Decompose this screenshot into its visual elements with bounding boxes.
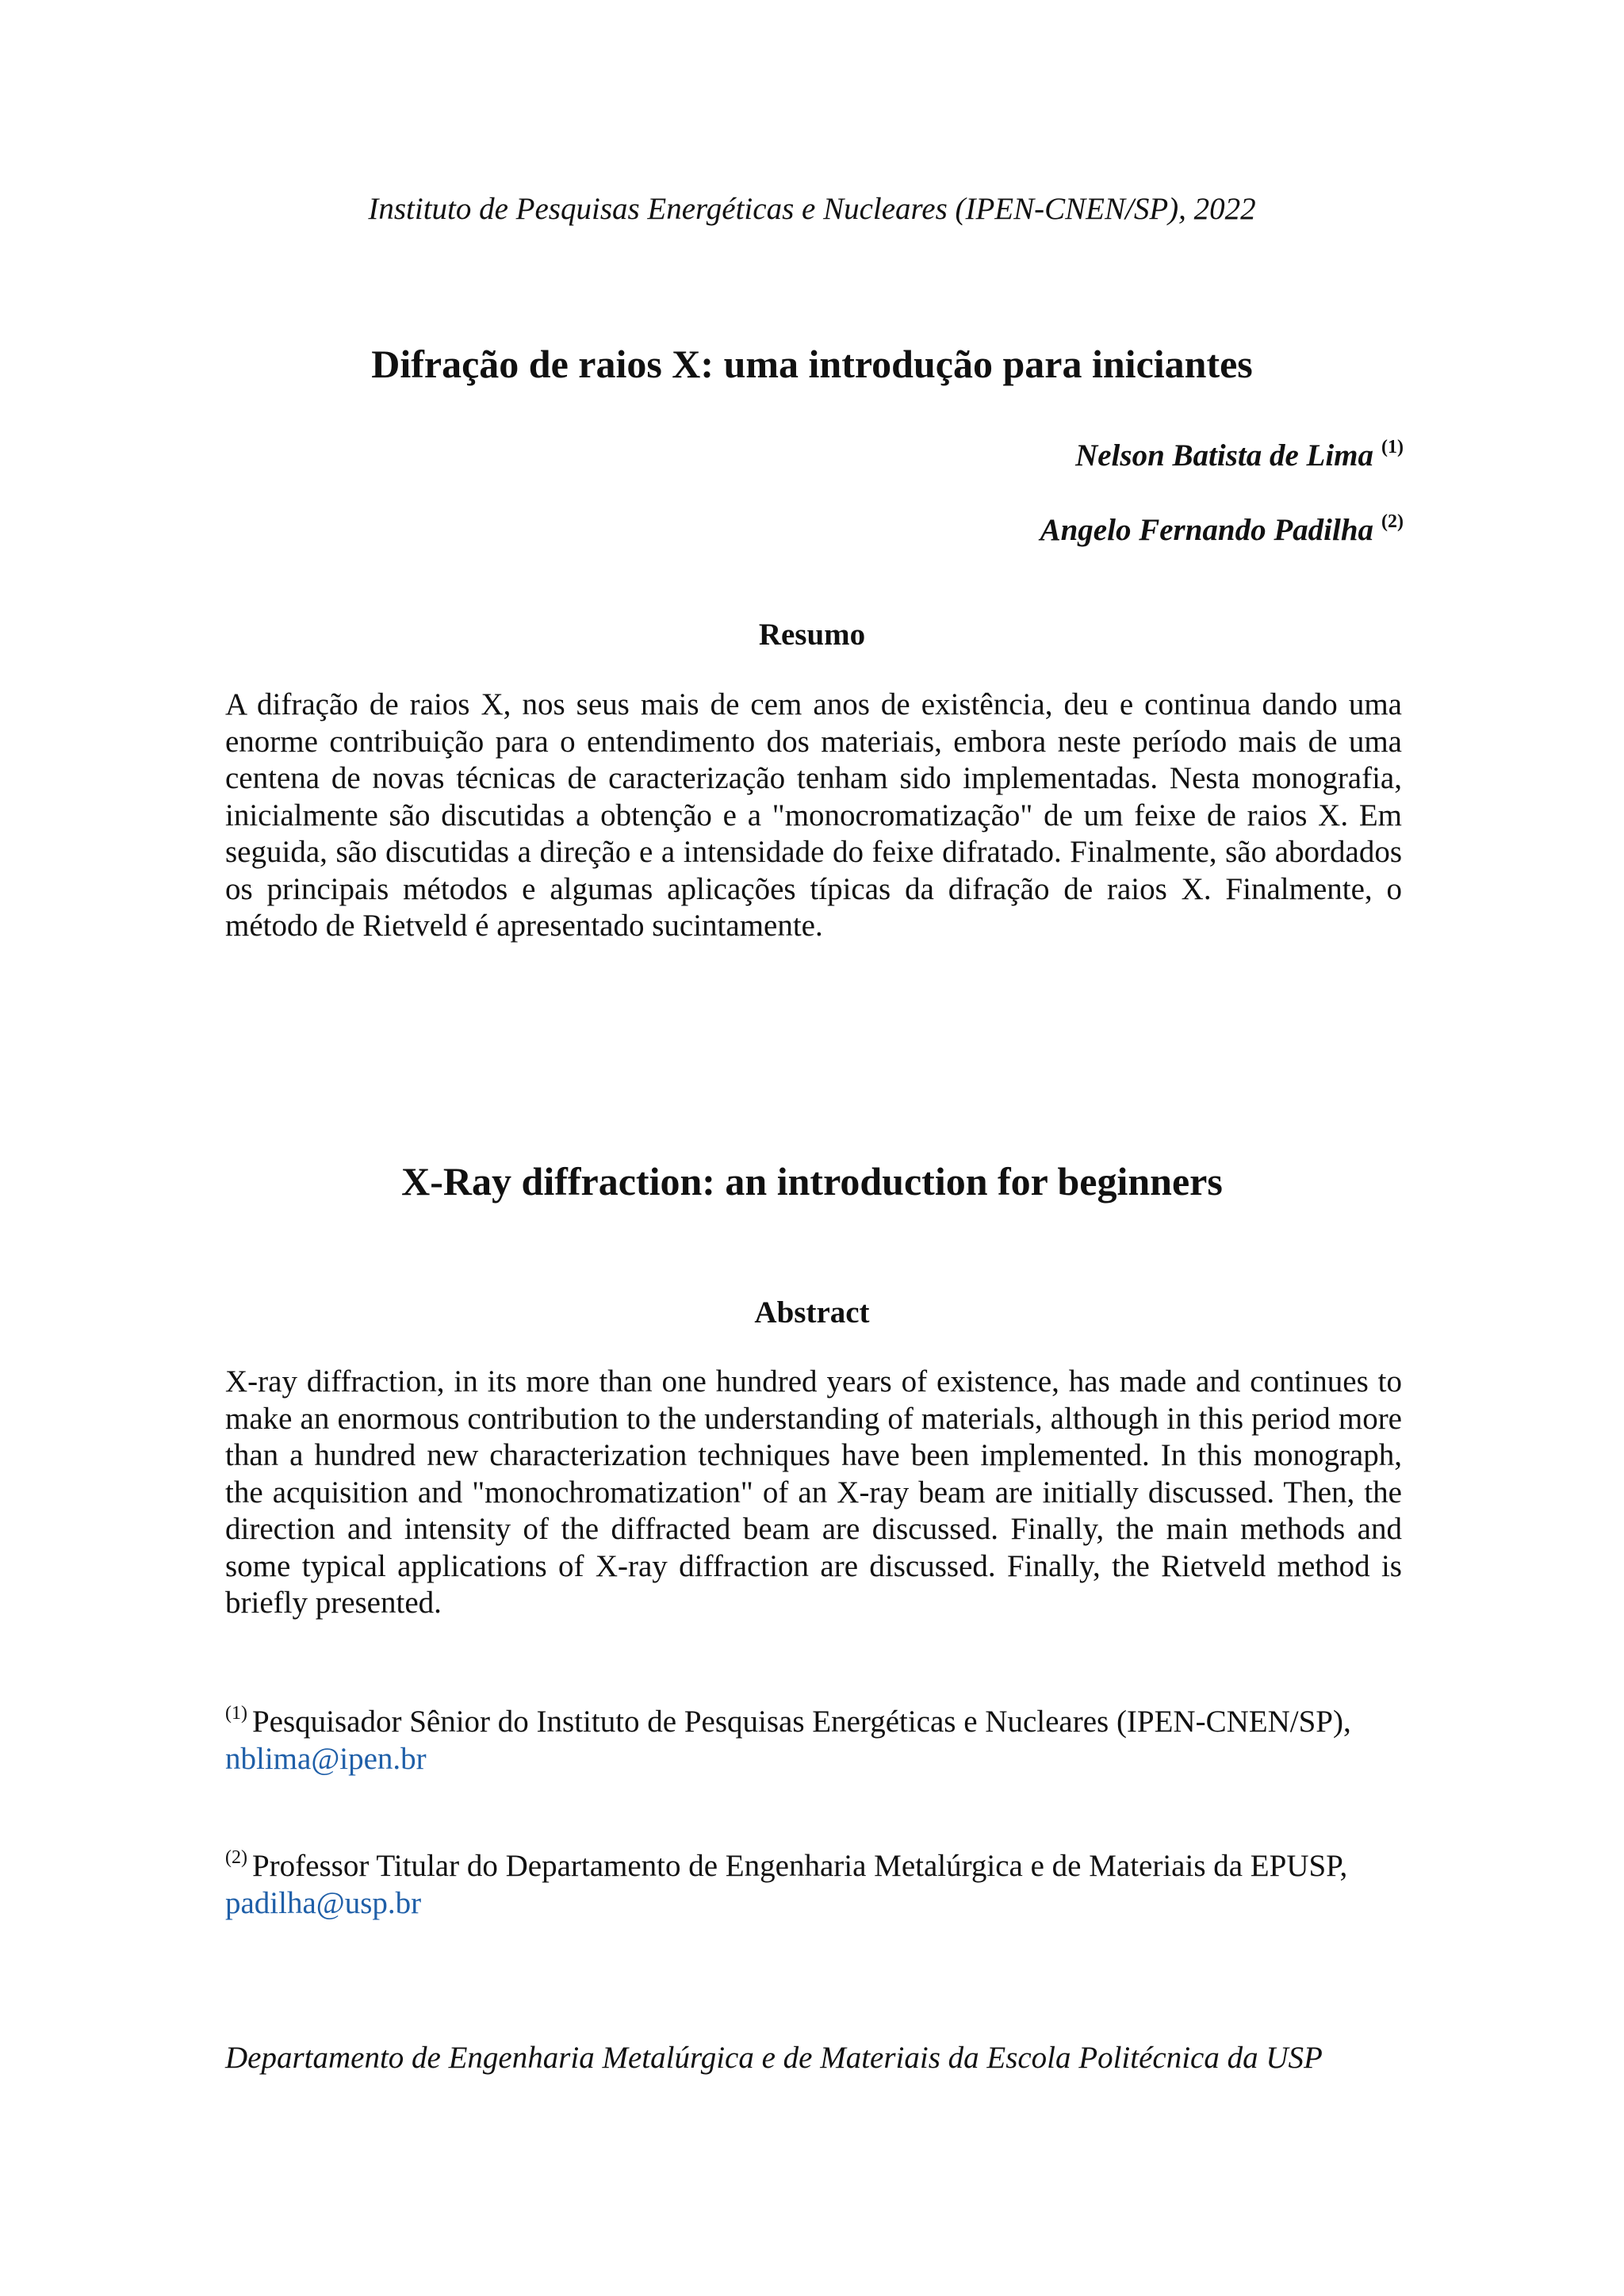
- author-2-marker: (2): [1381, 511, 1404, 532]
- title-portuguese: Difração de raios X: uma introdução para iniciantes: [371, 342, 1253, 386]
- abstract-text: X-ray diffraction, in its more than one hundred years of existence, has made and continues to make an enormous contribution to the understanding of materials, although in this period more than a hundred new characterization techniques have been implemented. In this monograph, the acquisition and "monochromatization" of an X-ray beam are initially discussed. Then, the direction and intensity of the diffracted beam are discussed. Finally, the main methods and some typical applications of X-ray diffraction are discussed. Finally, the Rietveld method is briefly presented.: [225, 1364, 1402, 1620]
- resumo-heading: Resumo: [758, 618, 866, 652]
- footnote-1-email-link[interactable]: nblima@ipen.br: [225, 1742, 427, 1776]
- footnote-1-marker: (1): [225, 1703, 247, 1724]
- footnote-2-email-link[interactable]: padilha@usp.br: [225, 1886, 422, 1920]
- author-1-marker: (1): [1381, 437, 1404, 457]
- footer-department: Departamento de Engenharia Metalúrgica e de Materiais da Escola Politécnica da USP: [225, 2041, 1323, 2075]
- header-institution: Instituto de Pesquisas Energéticas e Nucleares (IPEN-CNEN/SP), 2022: [368, 192, 1256, 226]
- author-1: [1075, 428, 1404, 475]
- title-english: X-Ray diffraction: an introduction for beginners: [401, 1159, 1223, 1203]
- author-2: [1040, 503, 1404, 549]
- footnote-2: [225, 1839, 1402, 1922]
- resumo-text: A difração de raios X, nos seus mais de cem anos de existência, deu e continua dando uma enorme contribuição para o entendimento dos materiais, embora neste período mais de uma centena de novas técnicas de caracterização tenham sido implementadas. Nesta monografia, inicialmente são discutidas a obtenção e a "monocromatização" de um feixe de raios X. Em seguida, são discutidas a direção e a intensidade do feixe difratado. Finalmente, são abordados os principais métodos e algumas aplicações típicas da difração de raios X. Finalmente, o método de Rietveld é apresentado sucintamente.: [225, 687, 1402, 943]
- footnote-2-text: Professor Titular do Departamento de Engenharia Metalúrgica e de Materiais da EPUSP,: [251, 1849, 1348, 1883]
- author-2-name: Angelo Fernando Padilha: [1040, 513, 1374, 547]
- footnote-2-marker: (2): [225, 1847, 247, 1868]
- footnote-1-text: Pesquisador Sênior do Instituto de Pesquisas Energéticas e Nucleares (IPEN-CNEN/SP),: [251, 1705, 1351, 1739]
- author-1-name: Nelson Batista de Lima: [1075, 438, 1374, 473]
- footnote-1: [225, 1695, 1402, 1777]
- abstract-heading: Abstract: [754, 1295, 870, 1330]
